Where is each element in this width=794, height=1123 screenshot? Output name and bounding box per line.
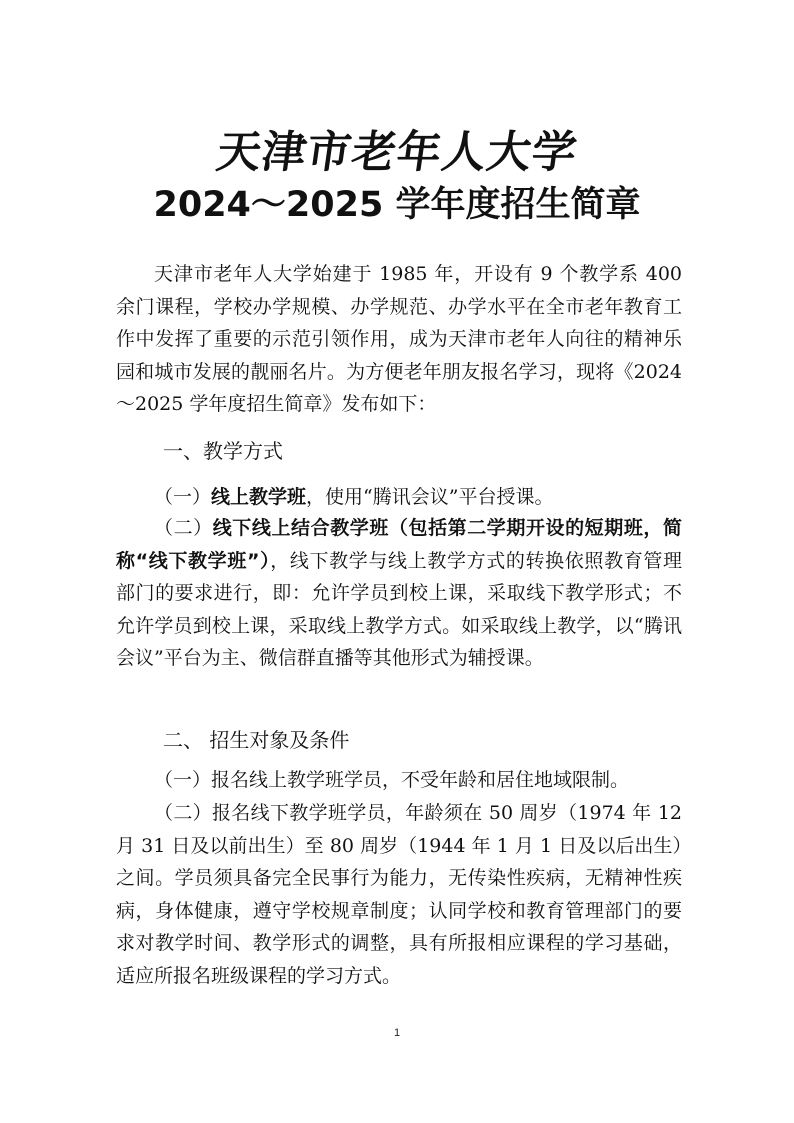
section-heading-enrollment: 二、 招生对象及条件 [163,728,350,752]
page-title: 2024～2025 学年度招生简章 [153,185,641,225]
item-prefix: （一） [154,486,212,508]
university-logo: 天津市老年人大学 [213,127,581,178]
teaching-mode-item-2 [116,512,682,675]
enrollment-item-2: （二）报名线下教学班学员，年龄须在 50 周岁（1974 年 12 月 31 日及以前出生）至 80 周岁（1944 年 1 月 1 日及以后出生）之间。学员须具备完全民事行为能力，无传染性疾病，无精神性疾病，身体健康，遵守学校规章制度；认同学校和教育管理部门的要求对教学时间、教学形式的调整，具有所报相应课程的学习基础，适应所报名班级课程的学习方式。 [116,802,682,987]
item-prefix: （二） [154,517,213,539]
item-bold-label: 线上教学班 [211,486,307,508]
teaching-mode-item-1 [116,481,682,514]
intro-paragraph: 天津市老年人大学始建于 1985 年，开设有 9 个教学系 400 余门课程，学校办学规模、办学规范、办学水平在全市老年教育工作中发挥了重要的示范引领作用，成为天津市老年人向往的精神乐园和城市发展的靓丽名片。为方便老年朋友报名学习，现将《2024～2025 学年度招生简章》发布如下： [116,263,682,415]
section-heading-teaching-mode: 一、教学方式 [163,439,283,463]
item-bold-label: 线下线上结合教学班（包括第二学期开设的短期班，简称“线下教学班”） [116,517,682,572]
item-text: ，使用“腾讯会议”平台授课。 [306,486,554,508]
page-number: 1 [393,1027,401,1039]
enrollment-item-1: （一）报名线上教学班学员，不受年龄和居住地域限制。 [154,769,630,791]
item-text: ，线下教学与线上教学方式的转换依照教育管理部门的要求进行，即：允许学员到校上课，采取线下教学形式；不允许学员到校上课，采取线上教学方式。如采取线上教学，以“腾讯会议”平台为主、微信群直播等其他形式为辅授课。 [116,549,682,669]
